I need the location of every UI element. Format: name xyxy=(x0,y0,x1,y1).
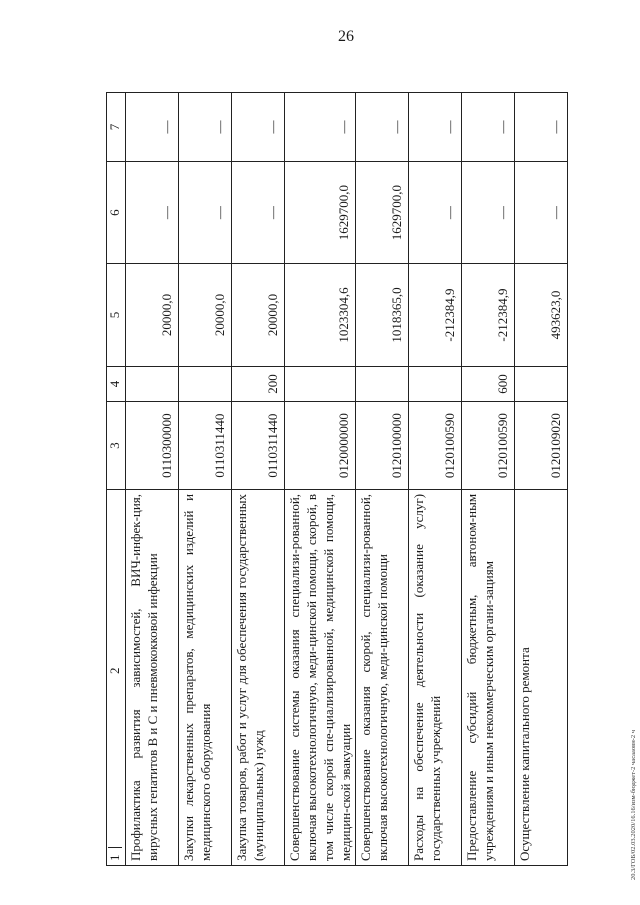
row-code: 0120100590 xyxy=(409,402,462,490)
table-row xyxy=(126,93,179,866)
row-vr xyxy=(356,366,409,402)
row-sum-1: -212384,9 xyxy=(409,264,462,366)
row-sum-2: 1629700,0 xyxy=(285,161,356,263)
header-col-7: 7 xyxy=(107,93,126,162)
row-sum-2: — xyxy=(179,161,232,263)
row-sum-1: -212384,9 xyxy=(462,264,515,366)
row-code: 0120100000 xyxy=(356,402,409,490)
row-sum-2: — xyxy=(462,161,515,263)
row-vr xyxy=(285,366,356,402)
row-code: 0110300000 xyxy=(126,402,179,490)
row-vr: 600 xyxy=(462,366,515,402)
row-code: 0110311440 xyxy=(179,402,232,490)
row-code: 0120000000 xyxy=(285,402,356,490)
row-name: Предоставление субсидий бюджетным, автоном-ным учреждениям и иным некоммерческим органи-зациям xyxy=(462,489,515,865)
header-col-4: 4 xyxy=(107,366,126,402)
row-vr xyxy=(515,366,568,402)
row-name: Расходы на обеспечение деятельности (оказание услуг) государственных учреждений xyxy=(409,489,462,865)
table-header-row xyxy=(107,93,126,866)
row-name: Совершенствование системы оказания специализи-рованной, включая высокотехнологичную, меди-цинской помощи, скорой, в том числе скорой спе-циализированной, медицинской помощи, медицин-ской эвакуации xyxy=(285,489,356,865)
header-col-2: 2 xyxy=(107,667,122,674)
row-sum-1: 1023304,6 xyxy=(285,264,356,366)
header-col-6: 6 xyxy=(107,161,126,263)
row-sum-1: 20000,0 xyxy=(232,264,285,366)
table-row xyxy=(462,93,515,866)
row-code: 0120109020 xyxy=(515,402,568,490)
row-sum-3: — xyxy=(356,93,409,162)
row-vr xyxy=(409,366,462,402)
row-sum-1: 20000,0 xyxy=(179,264,232,366)
header-col-3: 3 xyxy=(107,402,126,490)
row-sum-2: — xyxy=(126,161,179,263)
row-sum-3: — xyxy=(285,93,356,162)
row-sum-3: — xyxy=(232,93,285,162)
row-vr xyxy=(179,366,232,402)
row-sum-2: — xyxy=(409,161,462,263)
document-side-code: 20.3/ГОБ/02.03.2020/16.16/изм-бюджет-2 часааовн-2 ч xyxy=(630,729,637,880)
page-number: 26 xyxy=(338,28,354,45)
table-row xyxy=(285,93,356,866)
row-sum-1: 493623,0 xyxy=(515,264,568,366)
row-sum-2: 1629700,0 xyxy=(356,161,409,263)
row-vr xyxy=(126,366,179,402)
header-col-1: 1 xyxy=(108,848,122,862)
header-col-1-2 xyxy=(107,489,126,865)
row-sum-3: — xyxy=(515,93,568,162)
table-row xyxy=(179,93,232,866)
budget-table xyxy=(106,92,568,866)
rotated-table-container xyxy=(106,92,616,866)
row-name: Совершенствование оказания скорой, специализи-рованной, включая высокотехнологичную, меди-цинской помощи xyxy=(356,489,409,865)
row-sum-3: — xyxy=(126,93,179,162)
row-sum-2: — xyxy=(515,161,568,263)
row-name: Профилактика развития зависимостей, ВИЧ-инфек-ция, вирусных гепатитов В и С и пневмококковой инфекции xyxy=(126,489,179,865)
row-sum-1: 1018365,0 xyxy=(356,264,409,366)
row-sum-3: — xyxy=(409,93,462,162)
row-code: 0110311440 xyxy=(232,402,285,490)
header-col-5: 5 xyxy=(107,264,126,366)
row-vr: 200 xyxy=(232,366,285,402)
row-sum-3: — xyxy=(179,93,232,162)
table-row xyxy=(409,93,462,866)
row-code: 0120100590 xyxy=(462,402,515,490)
row-name: Закупки лекарственных препаратов, медицинских изделий и медицинского оборудования xyxy=(179,489,232,865)
row-sum-1: 20000,0 xyxy=(126,264,179,366)
table-row xyxy=(356,93,409,866)
table-row xyxy=(232,93,285,866)
row-name: Закупка товаров, работ и услуг для обеспечения государственных (муниципальных) нужд xyxy=(232,489,285,865)
row-name: Осуществление капитального ремонта xyxy=(515,489,568,865)
row-sum-3: — xyxy=(462,93,515,162)
table-row xyxy=(515,93,568,866)
row-sum-2: — xyxy=(232,161,285,263)
